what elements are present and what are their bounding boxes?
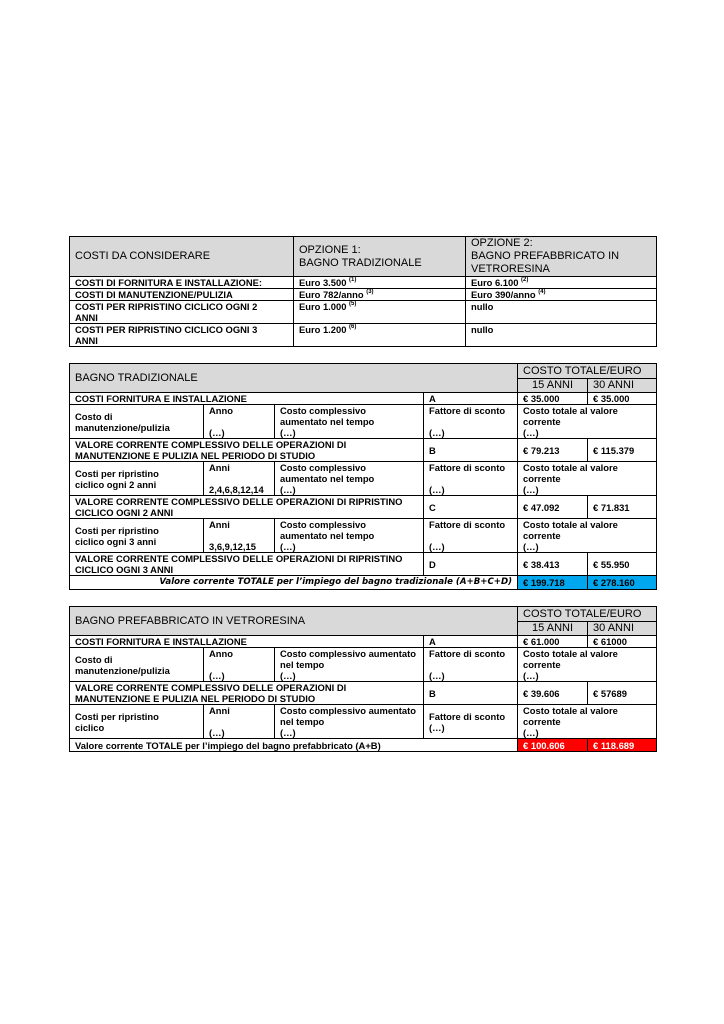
col-discount: Fattore di sconto (…) (424, 405, 518, 439)
value-30: € 57689 (588, 682, 657, 705)
row-label: VALORE CORRENTE COMPLESSIVO DELLE OPERAZIONI DI RIPRISTINO CICLICO OGNI 3 ANNI (70, 553, 424, 576)
table-row (70, 393, 657, 405)
option1-value: Euro 1.000 $^{(5)}$ (294, 301, 466, 324)
row-label: COSTI DI FORNITURA E INSTALLAZIONE: (70, 277, 294, 289)
option2-value: Euro 6.100 $^{(2)}$ (466, 277, 657, 289)
col-cost: Costo complessivo aumentato nel tempo (…) (275, 705, 424, 739)
table-title: BAGNO PREFABBRICATO IN VETRORESINA (70, 607, 518, 636)
col-cost: Costo complessivo aumentato nel tempo (…) (275, 519, 424, 553)
row-label: COSTI PER RIPRISTINO CICLICO OGNI 2 ANNI (70, 301, 294, 324)
col-anno: Anno (…) (204, 648, 275, 682)
table-title: BAGNO TRADIZIONALE (70, 364, 518, 393)
col-anni: Anni (…) (204, 705, 275, 739)
col-total: Costo totale al valore corrente (…) (518, 705, 657, 739)
value-15: € 39.606 (518, 682, 588, 705)
value-15: € 47.092 (518, 496, 588, 519)
table-row (70, 496, 657, 519)
row-label: COSTI FORNITURA E INSTALLAZIONE (70, 636, 424, 648)
header-15-years: 15 ANNI (518, 379, 588, 393)
table-row (70, 648, 657, 682)
table-row (70, 553, 657, 576)
option1-value: Euro 3.500 $^{(1)}$ (294, 277, 466, 289)
value-15: € 61.000 (518, 636, 588, 648)
total-row (70, 576, 657, 590)
total-15: € 199.718 (518, 576, 588, 590)
row-label: COSTI DI MANUTENZIONE/PULIZIA (70, 289, 294, 301)
option2-value: nullo (466, 301, 657, 324)
row-label: COSTI PER RIPRISTINO CICLICO OGNI 3 ANNI (70, 324, 294, 347)
row-label: VALORE CORRENTE COMPLESSIVO DELLE OPERAZIONI DI MANUTENZIONE E PULIZIA NEL PERIODO DI STUDIO (70, 682, 424, 705)
col-discount: Fattore di sconto (…) (424, 519, 518, 553)
total-label: Valore corrente TOTALE per l’impiego del bagno tradizionale (A+B+C+D) (70, 576, 518, 590)
row-label: COSTI FORNITURA E INSTALLAZIONE (70, 393, 424, 405)
value-30: € 35.000 (588, 393, 657, 405)
fiberglass-bathroom-table (69, 606, 657, 752)
value-15: € 35.000 (518, 393, 588, 405)
value-30: € 61000 (588, 636, 657, 648)
total-label: Valore corrente TOTALE per l’impiego del bagno prefabbricato (A+B) (70, 739, 518, 752)
col-total: Costo totale al valore corrente (…) (518, 648, 657, 682)
header-option2: OPZIONE 2: BAGNO PREFABBRICATO IN VETRORESINA (466, 237, 657, 277)
total-30: € 118.689 (588, 739, 657, 752)
header-option1: OPZIONE 1: BAGNO TRADIZIONALE (294, 237, 466, 277)
header-costs: COSTI DA CONSIDERARE (70, 237, 294, 277)
col-total: Costo totale al valore corrente (…) (518, 462, 657, 496)
row-letter: C (424, 496, 518, 519)
row-label: Costi per ripristino ciclico ogni 3 anni (70, 519, 204, 553)
row-label: Costi per ripristino ciclico (70, 705, 204, 739)
table-row (70, 682, 657, 705)
row-label: Costo di manutenzione/pulizia (70, 405, 204, 439)
total-15: € 100.606 (518, 739, 588, 752)
total-row (70, 739, 657, 752)
col-discount: Fattore di sconto (…) (424, 705, 518, 739)
table-row (70, 636, 657, 648)
cost-total-header: COSTO TOTALE/EURO (518, 607, 657, 622)
col-total: Costo totale al valore corrente (…) (518, 405, 657, 439)
table-row (70, 439, 657, 462)
table-row (70, 705, 657, 739)
row-letter: B (424, 682, 518, 705)
table-row (70, 324, 657, 347)
col-anno: Anno (…) (204, 405, 275, 439)
row-letter: B (424, 439, 518, 462)
table-row (70, 462, 657, 496)
row-label: VALORE CORRENTE COMPLESSIVO DELLE OPERAZIONI DI MANUTENZIONE E PULIZIA NEL PERIODO DI STUDIO (70, 439, 424, 462)
table-row (70, 277, 657, 289)
row-letter: D (424, 553, 518, 576)
table-row (70, 405, 657, 439)
header-15-years: 15 ANNI (518, 622, 588, 636)
total-30: € 278.160 (588, 576, 657, 590)
col-total: Costo totale al valore corrente (…) (518, 519, 657, 553)
col-discount: Fattore di sconto (…) (424, 462, 518, 496)
col-cost: Costo complessivo aumentato nel tempo (…) (275, 405, 424, 439)
value-15: € 38.413 (518, 553, 588, 576)
traditional-bathroom-table (69, 363, 657, 590)
header-30-years: 30 ANNI (588, 622, 657, 636)
table-row (70, 289, 657, 301)
costs-comparison-table (69, 236, 657, 347)
row-label: Costo di manutenzione/pulizia (70, 648, 204, 682)
col-cost: Costo complessivo aumentato nel tempo (…) (275, 648, 424, 682)
col-cost: Costo complessivo aumentato nel tempo (…) (275, 462, 424, 496)
cost-total-header: COSTO TOTALE/EURO (518, 364, 657, 379)
col-discount: Fattore di sconto (…) (424, 648, 518, 682)
col-anni: Anni 2,4,6,8,12,14 (204, 462, 275, 496)
option1-value: Euro 1.200 $^{(6)}$ (294, 324, 466, 347)
row-label: Costi per ripristino ciclico ogni 2 anni (70, 462, 204, 496)
option2-value: Euro 390/anno $^{(4)}$ (466, 289, 657, 301)
value-30: € 55.950 (588, 553, 657, 576)
table-row (70, 301, 657, 324)
value-30: € 115.379 (588, 439, 657, 462)
value-15: € 79.213 (518, 439, 588, 462)
table-row (70, 519, 657, 553)
row-label: VALORE CORRENTE COMPLESSIVO DELLE OPERAZIONI DI RIPRISTINO CICLICO OGNI 2 ANNI (70, 496, 424, 519)
col-anni: Anni 3,6,9,12,15 (204, 519, 275, 553)
row-letter: A (424, 636, 518, 648)
option2-value: nullo (466, 324, 657, 347)
header-30-years: 30 ANNI (588, 379, 657, 393)
option1-value: Euro 782/anno $^{(3)}$ (294, 289, 466, 301)
value-30: € 71.831 (588, 496, 657, 519)
row-letter: A (424, 393, 518, 405)
